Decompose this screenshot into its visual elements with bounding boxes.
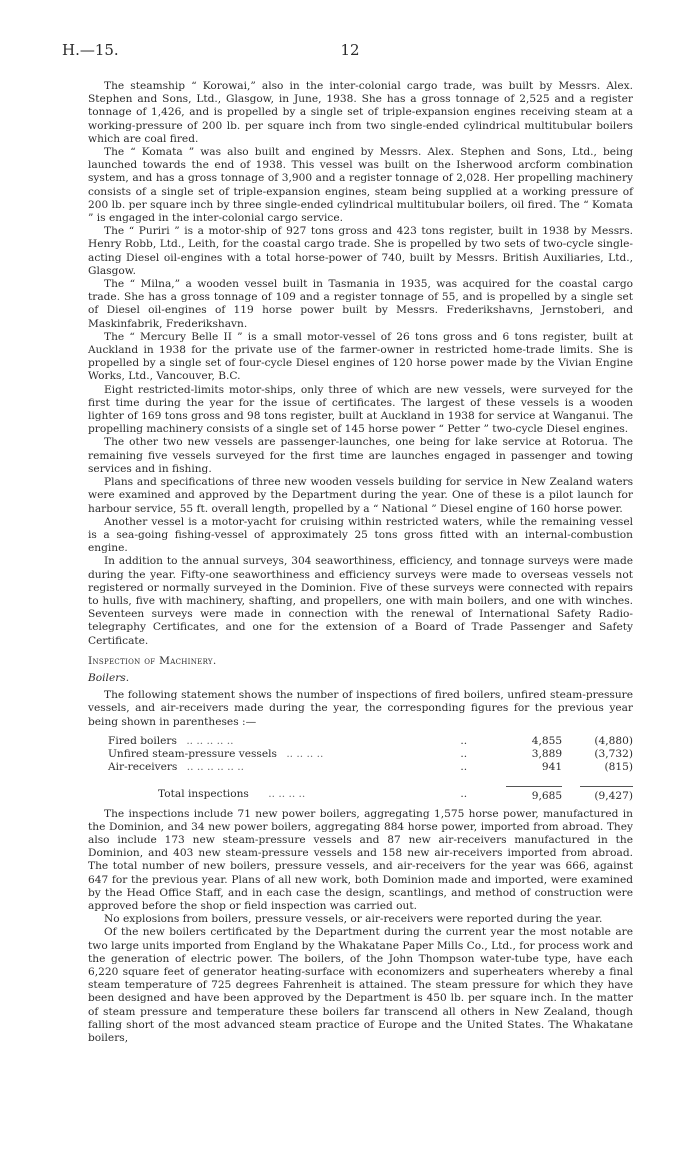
paragraph-no-explosions: No explosions from boilers, pressure vessels, or air-receivers were reported during the year. <box>104 913 603 926</box>
row-leader: .. <box>460 788 468 801</box>
paragraph-new-boilers: The inspections include 71 new power boilers, aggregating 1,575 horse power, manufactured in the Dominion, and 34 new power boilers, aggregating 884 horse power, imported from abroad. They also include 173 new steam-pressure vessels and 87 new air-receivers manufactured in the Dominion, and 403 new steam-pressure vessels and 158 new air-receivers imported from abroad. The total number of new boilers, pressure vessels, and air-receivers for the year was 666, against 647 for the previous year. Plans of all new work, both Dominion made and imported, were examined by the Head Office Staff, and in each case the design, scantlings, and method of construction were approved before the shop or field inspection was carried out. <box>88 807 633 912</box>
row-current: 3,889 <box>531 747 563 760</box>
row-current: 941 <box>541 761 563 774</box>
total-label: Total inspections .. .. .. .. <box>158 788 306 801</box>
row-label: Unfired steam-pressure vessels .. .. .. .. <box>108 747 324 760</box>
paragraph-annual-surveys: In addition to the annual surveys, 304 seaworthiness, efficiency, and tonnage surveys were made during the year. Fifty-one seaworthiness and efficiency surveys were made to overseas vessels not registered or normally surveyed in the Dominion. Five of these surveys were connected with repairs to hulls, five with machinery, shafting, and propellers, one with main boilers, and one with winches. Seventeen surveys were made in connection with the renewal of International Safety Radio-telegraphy Certificates, and one for the extension of a Board of Trade Passenger and Safety Certificate. <box>88 555 633 647</box>
row-current: 4,855 <box>531 734 563 747</box>
paragraph-plans-specifications: Plans and specifications of three new wooden vessels building for service in New Zealand waters were examined and approved by the Department during the year. One of these is a pilot launch for harbour service, 55 ft. overall length, propelled by a “ National ” Diesel engine of 160 horse power. <box>88 476 633 515</box>
row-label: Fired boilers .. .. .. .. .. <box>108 734 234 747</box>
row-leader: .. <box>460 734 468 747</box>
paragraph-korowai: The steamship “ Korowai,” also in the inter-colonial cargo trade, was built by Messrs. Alex. Stephen and Sons, Ltd., Glasgow, in June, 1938. She has a gross tonnage of 2,525 and a register tonnage of 1,426, and is propelled by a single set of triple-expansion engines receiving steam at a working-pressure of 200 lb. per square inch from two single-ended cylindrical multitubular boilers which are coal fired. <box>88 80 633 145</box>
paragraph-restricted-limits: Eight restricted-limits motor-ships, only three of which are new vessels, were surveyed for the first time during the year for the issue of certificates. The largest of these vessels is a wooden lighter of 169 tons gross and 98 tons register, built at Auckland in 1938 for service at Wanganui. The propelling machinery consists of a single set of 145 horse power “ Petter ” two-cycle Diesel engines. <box>88 383 633 436</box>
page-number: 12 <box>340 41 360 59</box>
table-row <box>108 761 633 774</box>
subsection-heading: Boilers. <box>88 671 130 684</box>
row-leader: .. <box>460 761 468 774</box>
total-previous: (9,427) <box>562 774 633 803</box>
section-heading: Inspection of Machinery. <box>88 654 217 667</box>
table-total-row <box>108 774 633 803</box>
paragraph-whakatane: Of the new boilers certificated by the Department during the current year the most notable are two large units imported from England by the Whakatane Paper Mills Co., Ltd., for process work and the generation of electric power. The boilers, of the John Thompson water-tube type, have each 6,220 square feet of generator heating-surface with economizers and superheaters whereby a final steam temperature of 725 degrees Fahrenheit is attained. The steam pressure for which they have been designed and have been approved by the Department is 450 lb. per square inch. In the matter of steam pressure and temperature these boilers far transcend all others in New Zealand, though falling short of the most advanced steam practice of Europe and the United States. The Whakatane boilers, <box>88 926 633 1045</box>
paragraph-motor-yacht: Another vessel is a motor-yacht for cruising within restricted waters, while the remaining vessel is a sea-going fishing-vessel of approximately 25 tons gross fitted with an internal-combustion engine. <box>88 515 633 555</box>
document-reference: H.—15. <box>62 41 119 59</box>
document-body <box>88 80 633 1045</box>
table-row <box>108 748 633 761</box>
row-leader: .. <box>460 747 468 760</box>
paragraph-milna: The “ Milna,” a wooden vessel built in Tasmania in 1935, was acquired for the coastal cargo trade. She has a gross tonnage of 109 and a register tonnage of 55, and is propelled by a single set of Diesel oil-engines of 119 horse power built by Messrs. Frederikshavns, Jernstoberi, and Maskinfabrik, Frederikshavn. <box>88 278 633 330</box>
row-previous: (815) <box>604 761 633 774</box>
paragraph-puriri: The “ Puriri ” is a motor-ship of 927 tons gross and 423 tons register, built in 1938 by Messrs. Henry Robb, Ltd., Leith, for the coastal cargo trade. She is propelled by two sets of two-cycle single-acting Diesel oil-engines with a total horse-power of 740, built by Messrs. British Auxiliaries, Ltd., Glasgow. <box>88 225 633 277</box>
row-label: Air-receivers .. .. .. .. .. .. <box>108 761 244 774</box>
page-header <box>62 41 638 64</box>
inspections-table <box>108 735 633 804</box>
table-row <box>108 735 633 748</box>
paragraph-mercury-belle: The “ Mercury Belle II ” is a small motor-vessel of 26 tons gross and 6 tons register, built at Auckland in 1938 for the private use of the farmer-owner in restricted home-trade limits. She is propelled by a single set of four-cycle Diesel engines of 120 horse power made by the Vivian Engine Works, Ltd., Vancouver, B.C. <box>88 330 633 383</box>
paragraph-komata: The “ Komata ” was also built and engined by Messrs. Alex. Stephen and Sons, Ltd., being launched towards the end of 1938. This vessel was built on the Isherwood arcform combination system, and has a gross tonnage of 3,900 and a register tonnage of 2,028. Her propelling machinery consists of a single set of triple-expansion engines, steam being supplied at a working pressure of 200 lb. per square inch by three single-ended cylindrical multitubular boilers, oil fired. The “ Komata ” is engaged in the inter-colonial cargo service. <box>88 146 633 225</box>
row-previous: (3,732) <box>594 747 633 760</box>
total-current: 9,685 <box>506 774 563 803</box>
paragraph-passenger-launches: The other two new vessels are passenger-launches, one being for lake service at Rotorua. The remaining five vessels surveyed for the first time are launches engaged in passenger and towing services and in fishing. <box>88 436 633 475</box>
table-intro: The following statement shows the number of inspections of fired boilers, unfired steam-pressure vessels, and air-receivers made during the year, the corresponding figures for the previous year being shown in parentheses :— <box>88 689 633 728</box>
row-previous: (4,880) <box>594 734 633 747</box>
